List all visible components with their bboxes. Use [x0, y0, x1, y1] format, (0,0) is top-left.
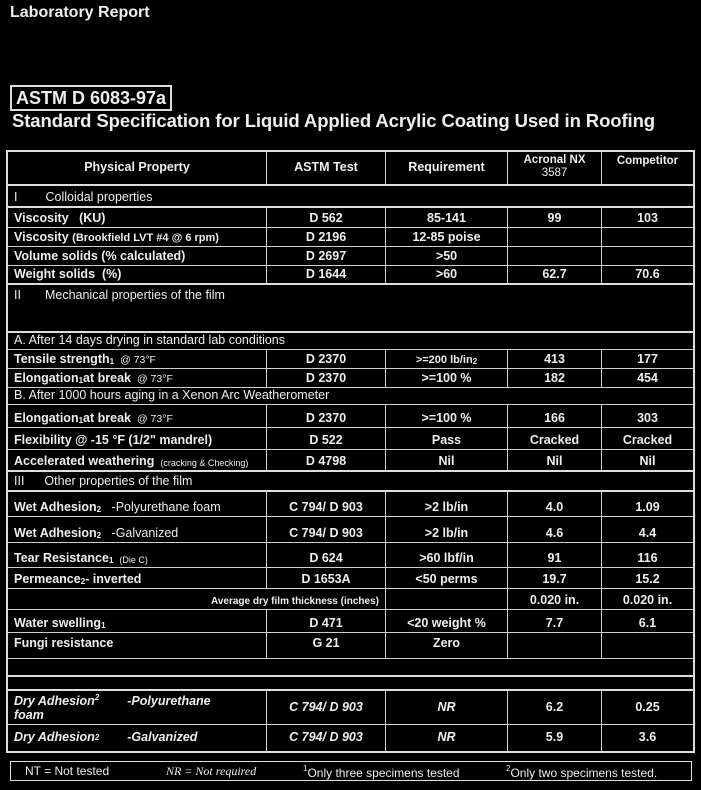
row-dry-film-thickness — [8, 589, 693, 610]
properties-table — [6, 150, 695, 753]
header-test: ASTM Test — [267, 152, 386, 184]
requirement-cell: >2 lb/in — [386, 517, 508, 542]
row-tear-resistance — [8, 543, 693, 568]
requirement-cell: NR — [386, 725, 508, 751]
acronal-value: 91 — [508, 543, 602, 567]
test-cell: C 794/ D 903 — [267, 492, 386, 516]
requirement-cell: 12-85 poise — [386, 228, 508, 246]
row-blank — [8, 659, 693, 677]
test-cell: D 624 — [267, 543, 386, 567]
footnote-2: $^2$ Only two specimens tested. — [506, 764, 658, 780]
subsection-label: B. After 1000 hours aging in a Xenon Arc Weatherometer — [14, 388, 330, 402]
row-flexibility — [8, 428, 693, 450]
standard-code: ASTM D 6083-97a — [10, 85, 172, 111]
property-cell: Wet Adhesion $_2$ -Galvanized — [8, 517, 267, 542]
competitor-value: 15.2 — [635, 572, 660, 586]
section-label: III Other properties of the film — [14, 474, 193, 488]
requirement-cell: <50 perms — [386, 568, 508, 588]
test-cell: C 794/ D 903 — [267, 517, 386, 542]
property-cell: Volume solids (% calculated) — [8, 247, 267, 265]
requirement-cell: >60 lbf/in — [386, 543, 508, 567]
row-elongation-b — [8, 405, 693, 428]
competitor-value: 116 — [637, 551, 658, 565]
competitor-value: 4.4 — [638, 526, 657, 540]
row-viscosity-brookfield — [8, 228, 693, 247]
requirement-cell: >2 lb/in — [386, 492, 508, 516]
property-cell: Elongation $_1$ at break @ 73°F — [8, 405, 267, 427]
row-dry-adhesion-galvanized — [8, 725, 693, 751]
header-requirement: Requirement — [386, 152, 508, 184]
row-accelerated-weathering — [8, 450, 693, 472]
row-dry-adhesion-foam — [8, 691, 693, 725]
acronal-value: 19.7 — [508, 568, 602, 588]
competitor-value — [602, 247, 693, 265]
property-cell: Viscosity (KU) — [8, 208, 267, 227]
test-cell: D 2697 — [267, 247, 386, 265]
competitor-value: 3.6 — [638, 730, 657, 744]
footnote-nt: NT = Not tested — [25, 764, 110, 778]
row-viscosity-ku — [8, 208, 693, 228]
competitor-value: 103 — [637, 211, 658, 225]
property-cell: Fungi resistance — [8, 633, 267, 658]
test-cell: G 21 — [267, 633, 386, 658]
property-cell: Tear Resistance $_1$ (Die C) — [8, 543, 267, 567]
competitor-value — [602, 228, 693, 246]
footnote-1: $^1$ Only three specimens tested — [303, 764, 460, 780]
test-cell: C 794/ D 903 — [267, 691, 386, 724]
property-cell: Average dry film thickness (inches) — [8, 589, 386, 609]
footnote-nr: NR = Not required — [166, 764, 257, 778]
blank-cell — [8, 659, 693, 675]
acronal-value: 4.6 — [508, 517, 602, 542]
test-cell: D 2370 — [267, 405, 386, 427]
acronal-value: 7.7 — [508, 610, 602, 632]
row-weight-solids — [8, 266, 693, 285]
competitor-value: 70.6 — [635, 267, 660, 281]
row-blank-2 — [8, 677, 693, 691]
row-tensile — [8, 350, 693, 369]
competitor-value: 0.020 in. — [622, 593, 673, 607]
section-colloidal — [8, 186, 693, 208]
acronal-value: 5.9 — [508, 725, 602, 751]
requirement-cell: >=200 lb/in 2 — [386, 350, 508, 368]
row-water-swelling — [8, 610, 693, 633]
requirement-cell: NR — [386, 691, 508, 724]
acronal-value: 166 — [508, 405, 602, 427]
acronal-value: 6.2 — [508, 691, 602, 724]
acronal-value — [508, 633, 602, 658]
acronal-value — [508, 247, 602, 265]
property-cell: Elongation $_1$ at break @ 73°F — [8, 369, 267, 387]
table-header-row — [8, 152, 693, 186]
test-cell: D 522 — [267, 428, 386, 449]
test-cell: D 2370 — [267, 369, 386, 387]
report-header: Laboratory Report — [10, 4, 150, 21]
standard-title: Standard Specification for Liquid Applied Acrylic Coating Used in Roofing — [12, 110, 655, 131]
test-cell: D 4798 — [267, 450, 386, 470]
requirement-cell: >=100 % — [386, 405, 508, 427]
header-competitor: Competitor — [616, 155, 679, 167]
section-label: I Colloidal properties — [14, 190, 153, 204]
requirement-cell: >=100 % — [386, 369, 508, 387]
requirement-cell: >60 — [386, 266, 508, 283]
acronal-value: 182 — [508, 369, 602, 387]
property-cell: Weight solids (%) — [8, 266, 267, 283]
blank-cell — [8, 677, 693, 689]
property-cell: Viscosity (Brookfield LVT #4 @ 6 rpm) — [8, 228, 267, 246]
row-elongation-a — [8, 369, 693, 388]
acronal-value: Cracked — [508, 428, 602, 449]
property-cell: Tensile strength $_1$ @ 73°F — [8, 350, 267, 368]
acronal-value: 4.0 — [508, 492, 602, 516]
property-cell: Water swelling $_1$ — [8, 610, 267, 632]
section-label: II Mechanical properties of the film — [14, 288, 225, 302]
property-cell: Dry Adhesion 2 -Galvanized — [8, 725, 267, 751]
property-cell: Flexibility @ -15 °F (1/2" mandrel) — [8, 428, 267, 449]
section-other — [8, 472, 693, 492]
subsection-b — [8, 388, 693, 405]
requirement-cell: Nil — [386, 450, 508, 470]
competitor-value: Cracked — [622, 433, 673, 447]
requirement-cell: <20 weight % — [386, 610, 508, 632]
property-cell: Permeance $_2$ - inverted — [8, 568, 267, 588]
row-fungi-resistance — [8, 633, 693, 659]
footnote-legend — [10, 761, 692, 781]
acronal-value: 99 — [508, 208, 602, 227]
requirement-cell — [386, 589, 508, 609]
test-cell: D 471 — [267, 610, 386, 632]
section-mechanical — [8, 285, 693, 333]
subsection-a — [8, 333, 693, 350]
competitor-value: 0.25 — [635, 699, 660, 714]
test-cell: D 1653A — [267, 568, 386, 588]
header-property: Physical Property — [8, 152, 267, 184]
competitor-value: 177 — [637, 352, 658, 366]
test-cell: D 1644 — [267, 266, 386, 283]
competitor-value: 454 — [637, 371, 658, 385]
subsection-label: A. After 14 days drying in standard lab conditions — [14, 333, 285, 347]
acronal-value — [508, 228, 602, 246]
acronal-value: 0.020 in. — [508, 589, 602, 609]
header-acronal-grade: 3587 — [541, 167, 568, 179]
requirement-cell: 85-141 — [386, 208, 508, 227]
property-cell: Dry Adhesion$^2$ -Polyurethane foam — [8, 691, 267, 724]
property-cell: Wet Adhesion $_2$ -Polyurethane foam — [8, 492, 267, 516]
test-cell: D 2370 — [267, 350, 386, 368]
competitor-value: 1.09 — [635, 500, 660, 514]
test-cell: D 2196 — [267, 228, 386, 246]
row-wet-adhesion-galvanized — [8, 517, 693, 543]
row-volume-solids — [8, 247, 693, 266]
test-cell: D 562 — [267, 208, 386, 227]
requirement-cell: >50 — [386, 247, 508, 265]
row-wet-adhesion-foam — [8, 492, 693, 517]
acronal-value: Nil — [508, 450, 602, 470]
requirement-cell: Zero — [386, 633, 508, 658]
property-cell: Accelerated weathering (cracking & Checking) — [8, 450, 267, 470]
header-acronal-name: Acronal NX — [523, 154, 586, 166]
competitor-value — [602, 633, 693, 658]
test-cell: C 794/ D 903 — [267, 725, 386, 751]
header-acronal — [508, 152, 602, 184]
acronal-value: 413 — [508, 350, 602, 368]
acronal-value: 62.7 — [508, 266, 602, 283]
requirement-cell: Pass — [386, 428, 508, 449]
competitor-value: Nil — [639, 454, 656, 468]
competitor-value: 303 — [637, 411, 658, 425]
row-permeance — [8, 568, 693, 589]
competitor-value: 6.1 — [638, 616, 657, 630]
